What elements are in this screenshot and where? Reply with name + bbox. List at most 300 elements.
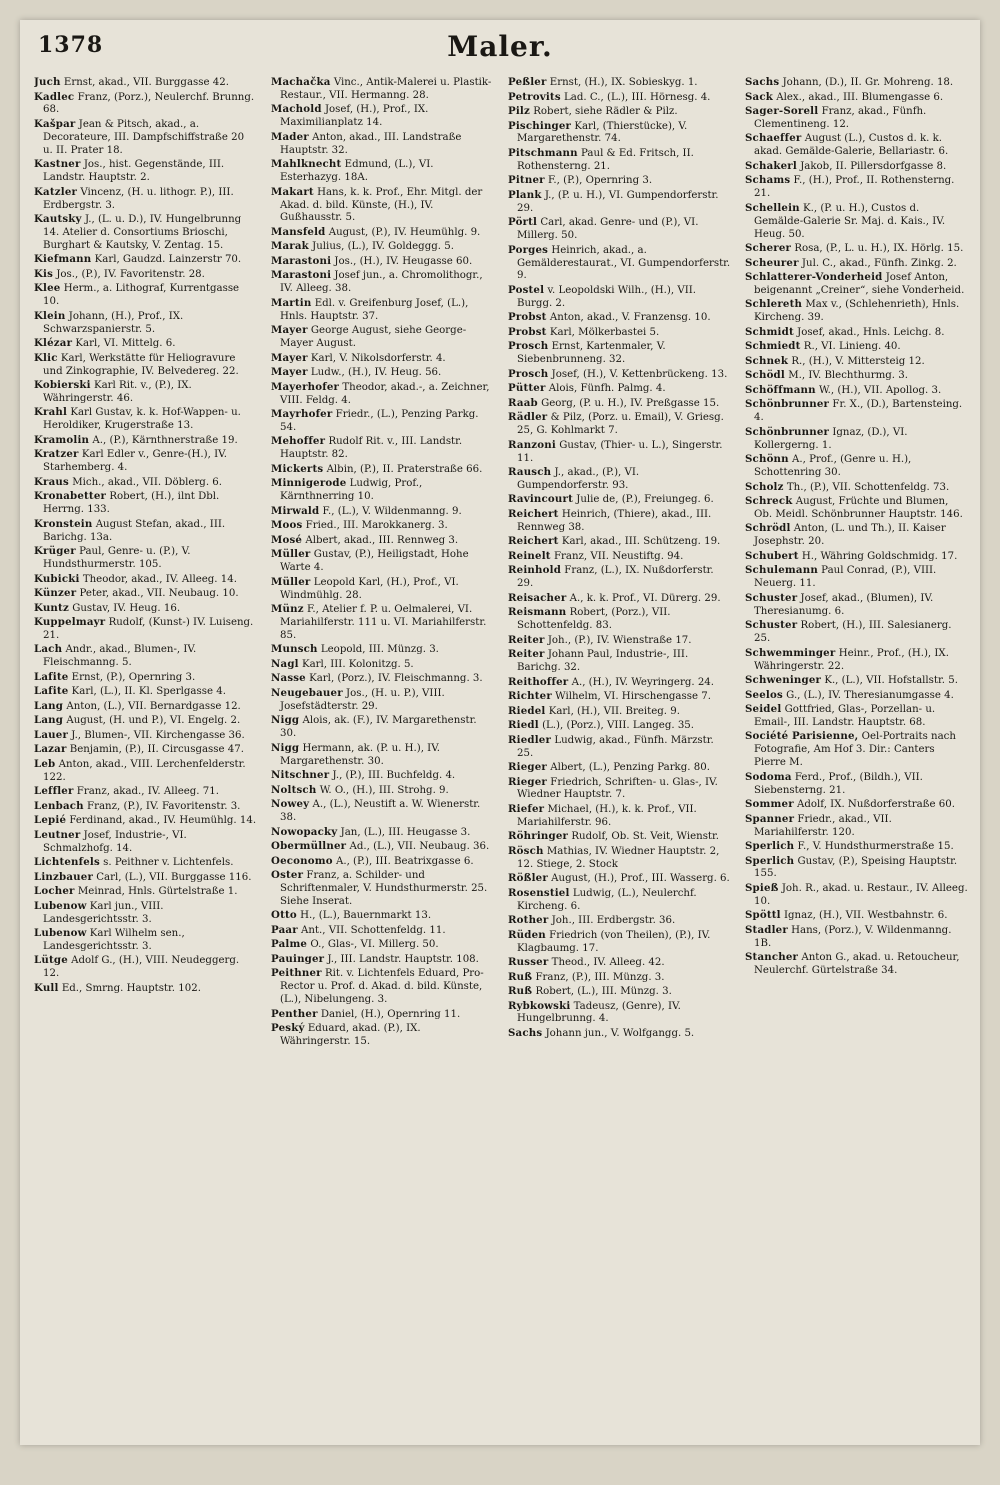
entry-name: Sommer	[745, 798, 794, 811]
entry-details: Karl jun., VIII. Landesgerichtsstr. 3.	[43, 900, 164, 925]
directory-entry	[745, 840, 968, 854]
directory-entry	[271, 435, 494, 462]
directory-entry	[271, 967, 494, 1007]
entry-name: Reiter	[508, 648, 545, 661]
directory-entry	[508, 648, 731, 675]
directory-entry	[508, 189, 731, 216]
directory-entry	[508, 956, 731, 970]
entry-name: Oster	[271, 869, 304, 882]
entry-name: Schubert	[745, 549, 799, 562]
entry-name: Ranzoni	[508, 438, 556, 451]
entry-name: Kratzer	[34, 448, 79, 461]
directory-entry	[745, 730, 968, 770]
entry-details: Anton G., akad. u. Retoucheur, Neulerchf. Gürtelstraße 34.	[754, 952, 960, 977]
entry-name: Schams	[745, 174, 791, 187]
entry-name: Seelos	[745, 688, 783, 701]
entry-details: J., (P.), III. Buchfeldg. 4.	[332, 770, 456, 782]
entry-details: Michael, (H.), k. k. Prof., VII. Mariahilferstr. 96.	[517, 803, 697, 828]
directory-entry	[271, 463, 494, 477]
entry-details: Karl, VI. Mittelg. 6.	[75, 338, 176, 350]
entry-name: Pörtl	[508, 216, 538, 229]
entry-details: Hans, k. k. Prof., Ehr. Mitgl. der Akad. d. bild. Künste, (H.), IV. Gußhausstr. 5.	[280, 186, 483, 224]
entry-name: Nowopacky	[271, 825, 338, 838]
directory-entry	[508, 845, 731, 872]
entry-details: Franz, a. Schilder- und Schriftenmaler, V. Hundsthurmerstr. 25. Siehe Inserat.	[280, 870, 488, 907]
entry-details: Anton, akad., V. Franzensg. 10.	[549, 312, 711, 324]
directory-entry	[34, 434, 257, 448]
entry-details: Karl, Werkstätte für Heliogravure und Zinkographie, IV. Belvedereg. 22.	[43, 352, 239, 377]
directory-entry	[271, 658, 494, 672]
directory-entry	[508, 719, 731, 733]
entry-details: Josef, Industrie-, VI. Schmalzhofg. 14.	[43, 829, 187, 854]
entry-name: Minnigerode	[271, 477, 347, 490]
directory-entry	[745, 882, 968, 909]
directory-entry	[271, 505, 494, 519]
directory-entry	[271, 76, 494, 103]
directory-entry	[508, 985, 731, 999]
entry-name: Katzler	[34, 185, 78, 198]
entry-details: O., Glas-, VI. Millerg. 50.	[310, 939, 439, 951]
page-title: Maler.	[447, 30, 553, 63]
entry-name: Prosch	[508, 367, 549, 380]
entry-name: Lenbach	[34, 799, 84, 812]
entry-details: August, (H.), Prof., III. Wasserg. 6.	[551, 873, 730, 885]
directory-entry	[745, 592, 968, 619]
entry-details: Peter, akad., VII. Neubaug. 10.	[79, 588, 239, 599]
entry-name: Rosenstiel	[508, 886, 570, 899]
entries-columns	[34, 76, 968, 1435]
directory-entry	[34, 602, 257, 616]
entry-name: Pauinger	[271, 952, 325, 965]
entry-name: Mayer	[271, 351, 308, 364]
entry-name: Sperlich	[745, 840, 795, 853]
entry-name: Rausch	[508, 466, 552, 479]
entry-details: Jos., (H.), IV. Heugasse 60.	[334, 255, 473, 267]
entry-name: Schakerl	[745, 159, 797, 172]
directory-entry	[745, 522, 968, 549]
entry-name: Kramolin	[34, 433, 90, 446]
entry-name: Lütge	[34, 954, 68, 967]
entry-name: Lubenow	[34, 927, 87, 940]
entry-name: Lafite	[34, 670, 69, 683]
directory-entry	[508, 216, 731, 243]
directory-entry	[271, 366, 494, 380]
directory-entry	[34, 76, 257, 90]
directory-entry	[508, 734, 731, 761]
column-3	[508, 76, 731, 1435]
entry-name: Schönn	[745, 453, 789, 466]
entry-name: Rädler	[508, 411, 548, 424]
entry-details: Vinc., Antik-Malerei u. Plastik-Restaur., VII. Hermanng. 28.	[280, 77, 492, 101]
entry-name: Schnek	[745, 354, 789, 367]
directory-entry	[508, 493, 731, 507]
entry-details: Herm., a. Lithograf, Kurrentgasse 10.	[43, 283, 240, 308]
entry-name: Pilz	[508, 105, 530, 117]
entry-details: Alois, ak. (F.), IV. Margarethenstr. 30.	[280, 715, 477, 740]
directory-entry	[745, 326, 968, 340]
entry-details: A., k. k. Prof., VI. Dürerg. 29.	[569, 592, 721, 604]
directory-entry	[34, 282, 257, 309]
directory-entry	[271, 953, 494, 967]
entry-name: Locher	[34, 885, 75, 898]
entry-name: Schellein	[745, 201, 800, 214]
entry-name: Klic	[34, 351, 58, 364]
directory-entry	[271, 131, 494, 158]
entry-details: Jos., (P.), IV. Favoritenstr. 28.	[56, 268, 205, 280]
entry-details: August Stefan, akad., III. Barichg. 13a.	[43, 518, 226, 543]
entry-name: Schuster	[745, 619, 798, 632]
entry-name: Kronabetter	[34, 490, 107, 503]
column-2	[271, 76, 494, 1435]
entry-name: Kuntz	[34, 601, 69, 614]
entry-name: Rösch	[508, 844, 544, 857]
entry-name: Nitschner	[271, 769, 330, 782]
entry-details: Gustav, (P.), Heiligstadt, Hohe Warte 4.	[280, 549, 469, 574]
directory-entry	[508, 147, 731, 174]
entry-name: Obermüllner	[271, 840, 347, 853]
entry-details: Theodor, akad., IV. Alleeg. 14.	[82, 573, 237, 585]
directory-entry	[508, 592, 731, 606]
directory-entry	[34, 758, 257, 785]
directory-entry	[34, 268, 257, 282]
directory-entry	[745, 550, 968, 564]
entry-name: Neugebauer	[271, 686, 343, 699]
directory-entry	[34, 352, 257, 379]
directory-entry	[34, 158, 257, 185]
entry-name: Lang	[34, 699, 64, 712]
entry-name: Schrödl	[745, 522, 791, 535]
entry-details: Karl Rit. v., (P.), IX. Währingerstr. 46.	[43, 380, 192, 404]
directory-entry	[271, 1008, 494, 1022]
entry-details: Theod., IV. Alleeg. 42.	[551, 957, 665, 969]
directory-entry	[271, 1022, 494, 1049]
entry-name: Schmidt	[745, 325, 794, 338]
entry-details: Robert, (H.), III. Salesianerg. 25.	[754, 620, 952, 645]
entry-details: Karl, (Porz.), IV. Fleischmanng. 3.	[309, 673, 483, 685]
entry-name: Schulemann	[745, 564, 818, 577]
entry-details: Joh. R., akad. u. Restaur., IV. Alleeg. 10.	[754, 882, 968, 907]
entry-name: Moos	[271, 519, 303, 532]
entry-details: H., Währing Goldschmidg. 17.	[801, 550, 958, 562]
entry-name: Noltsch	[271, 783, 317, 796]
directory-entry	[745, 855, 968, 882]
directory-entry	[745, 384, 968, 398]
entry-details: Karl Gustav, k. k. Hof-Wappen- u. Heroldiker, Krugerstraße 13.	[43, 407, 241, 432]
entry-details: Rudolf, (Kunst-) IV. Luiseng. 21.	[43, 617, 254, 641]
entry-details: Ignaz, (H.), VII. Westbahnstr. 6.	[784, 910, 948, 922]
entry-details: Carl, akad. Genre- und (P.), VI. Millerg. 50.	[517, 217, 699, 242]
directory-entry	[271, 240, 494, 254]
entry-details: Josef, (H.), V. Kettenbrückeng. 13.	[551, 368, 728, 380]
entry-details: Albin, (P.), II. Praterstraße 66.	[326, 463, 483, 475]
entry-details: Heinrich, akad., a. Gemälderestaurat., VI. Gumpendorferstr. 9.	[517, 244, 731, 282]
entry-name: Plank	[508, 188, 542, 201]
directory-entry	[271, 381, 494, 408]
entry-details: Meinrad, Hnls. Gürtelstraße 1.	[77, 886, 238, 898]
entry-name: Kubicki	[34, 572, 80, 585]
entry-details: George August, siehe George-Mayer August.	[280, 325, 467, 350]
directory-entry	[508, 676, 731, 690]
directory-entry	[508, 311, 731, 325]
entry-details: Anton, (L.), VII. Bernardgasse 12.	[66, 700, 241, 712]
entry-name: Probst	[508, 325, 547, 338]
entry-name: Krahl	[34, 406, 68, 419]
entry-details: Franz, VII. Neustiftg. 94.	[553, 550, 684, 562]
directory-entry	[271, 924, 494, 938]
entry-name: Lepié	[34, 814, 67, 827]
entry-name: Nagl	[271, 657, 299, 670]
entry-details: Benjamin, (P.), II. Circusgasse 47.	[69, 744, 244, 756]
entry-name: Kull	[34, 981, 59, 994]
entry-details: Ernst, (H.), IX. Sobieskyg. 1.	[549, 77, 698, 88]
entry-name: Müller	[271, 548, 311, 561]
directory-entry	[508, 411, 731, 438]
entry-details: v. Leopoldski Wilh., (H.), VII. Burgg. 2.	[517, 284, 696, 309]
entry-name: Nigg	[271, 741, 300, 754]
entry-name: Sachs	[508, 1026, 543, 1039]
directory-entry	[508, 91, 731, 105]
entry-name: Kašpar	[34, 117, 76, 130]
entry-details: Hermann, ak. (P. u. H.), IV. Margarethenstr. 30.	[280, 742, 441, 767]
directory-entry	[271, 672, 494, 686]
directory-entry	[271, 687, 494, 714]
directory-entry	[271, 909, 494, 923]
entry-details: Vincenz, (H. u. lithogr. P.), III. Erdbergstr. 3.	[43, 186, 234, 211]
entry-details: Oel-Portraits nach Fotografie, Am Hof 3. Dir.: Canters Pierre M.	[754, 731, 956, 769]
entry-details: Jakob, II. Pillersdorfgasse 8.	[800, 160, 947, 172]
directory-entry	[508, 244, 731, 284]
entry-name: Reichert	[508, 535, 559, 548]
entry-details: Karl, Mölkerbastei 5.	[549, 326, 660, 338]
entry-details: Robert, (L.), III. Münzg. 3.	[535, 986, 672, 998]
directory-entry	[271, 714, 494, 741]
entry-name: Lauer	[34, 728, 69, 741]
entry-details: Albert, (L.), Penzing Parkg. 80.	[550, 762, 710, 773]
entry-details: Franz, (P.), III. Münzg. 3.	[535, 971, 665, 983]
entry-name: Mahlknecht	[271, 158, 342, 171]
directory-entry	[508, 914, 731, 928]
entry-details: Friedr., akad., VII. Mariahilferstr. 120.	[754, 813, 892, 838]
entry-details: Edl. v. Greifenburg Josef, (L.), Hnls. Hauptstr. 37.	[280, 297, 469, 322]
entry-details: August, Früchte und Blumen, Ob. Meidl. Schönbrunner Hauptstr. 146.	[754, 496, 963, 520]
entry-details: Ant., VII. Schottenfeldg. 11.	[301, 924, 446, 936]
entry-details: Karl, V. Nikolsdorferstr. 4.	[310, 352, 446, 364]
entry-details: Friedr., (L.), Penzing Parkg. 54.	[280, 409, 479, 433]
entry-details: R., VI. Linieng. 40.	[803, 341, 901, 353]
directory-entry	[508, 120, 731, 147]
directory-entry	[508, 550, 731, 564]
entry-details: Jos., hist. Gegenstände, III. Landstr. Hauptstr. 2.	[43, 159, 225, 184]
directory-entry	[271, 477, 494, 504]
entry-details: Albert, akad., III. Rennweg 3.	[305, 534, 459, 546]
entry-details: Franz, (L.), IX. Nußdorferstr. 29.	[517, 565, 714, 590]
directory-entry	[34, 253, 257, 267]
entry-name: Reisacher	[508, 591, 567, 604]
entry-name: Paar	[271, 923, 298, 936]
entry-details: Jean & Pitsch, akad., a. Decorateure, III. Dampfschiffstraße 20 u. II. Prater 18.	[43, 118, 245, 156]
entry-name: Leb	[34, 757, 56, 770]
entry-name: Stadler	[745, 923, 788, 936]
entry-name: Peithner	[271, 967, 322, 980]
entry-name: Palme	[271, 938, 308, 951]
entry-details: Adolf G., (H.), VIII. Neudeggerg. 12.	[43, 955, 240, 980]
directory-entry	[745, 242, 968, 256]
entry-name: Riedel	[508, 704, 546, 717]
entry-name: Schreck	[745, 495, 793, 508]
directory-entry	[271, 548, 494, 575]
entry-name: Klézar	[34, 337, 73, 350]
entry-name: Penther	[271, 1007, 318, 1020]
entry-details: J., (P. u. H.), VI. Gumpendorferstr. 29.	[517, 189, 719, 214]
entry-details: Fried., III. Marokkanerg. 3.	[305, 520, 448, 532]
directory-entry	[745, 340, 968, 354]
entry-details: F., (L.), V. Wildenmanng. 9.	[322, 505, 462, 517]
entry-details: Ferdinand, akad., IV. Heumühlg. 14.	[69, 815, 257, 827]
entry-details: Wilhelm, VI. Hirschengasse 7.	[555, 691, 711, 703]
entry-name: Marastoni	[271, 254, 332, 267]
entry-name: Schlatterer-Vonderheid	[745, 271, 883, 284]
entry-details: Ferd., Prof., (Bildh.), VII. Siebensterng. 21.	[754, 771, 923, 796]
directory-entry	[271, 798, 494, 825]
directory-entry	[34, 91, 257, 118]
entry-details: F., Atelier f. P. u. Oelmalerei, VI. Mariahilferstr. 111 u. VI. Mariahilferstr. 85.	[280, 604, 487, 641]
directory-entry	[34, 714, 257, 728]
entry-name: Société Parisienne,	[745, 730, 859, 743]
directory-entry	[508, 105, 731, 119]
entry-name: Nowey	[271, 798, 310, 811]
directory-entry	[271, 324, 494, 351]
entry-name: Lubenow	[34, 899, 87, 912]
directory-entry	[34, 616, 257, 643]
entry-name: Pitschmann	[508, 146, 578, 159]
entry-details: Julius, (L.), IV. Goldeggg. 5.	[312, 241, 454, 253]
directory-entry	[745, 369, 968, 383]
entry-details: Johann Paul, Industrie-, III. Barichg. 32.	[517, 649, 689, 674]
directory-entry	[745, 813, 968, 840]
entry-details: A., Prof., (Genre u. H.), Schottenring 30.	[754, 454, 912, 479]
entry-details: Johann jun., V. Wolfgangg. 5.	[545, 1027, 695, 1039]
directory-entry	[34, 700, 257, 714]
directory-entry	[34, 186, 257, 213]
entry-name: Marak	[271, 240, 309, 253]
entry-details: & Pilz, (Porz. u. Email), V. Griesg. 25, G. Kohlmarkt 7.	[517, 412, 724, 437]
entry-name: Spöttl	[745, 909, 781, 922]
entry-name: Reinhold	[508, 564, 562, 577]
entry-name: Kadlec	[34, 90, 75, 103]
directory-entry	[745, 909, 968, 923]
entry-name: Rößler	[508, 872, 548, 885]
entry-details: Paul, Genre- u. (P.), V. Hundsthurmerstr. 105.	[43, 546, 191, 570]
directory-entry	[508, 634, 731, 648]
entry-name: Kastner	[34, 158, 81, 171]
entry-name: Makart	[271, 185, 314, 198]
entry-details: (L.), (Porz.), VIII. Langeg. 35.	[542, 720, 695, 732]
entry-name: Kis	[34, 267, 54, 280]
entry-name: Stancher	[745, 951, 799, 964]
directory-entry	[508, 971, 731, 985]
directory-entry	[271, 855, 494, 869]
directory-entry	[745, 481, 968, 495]
entry-details: G., (L.), IV. Theresianumgasse 4.	[786, 689, 954, 701]
directory-entry	[745, 174, 968, 201]
directory-entry	[271, 769, 494, 783]
entry-name: Mader	[271, 130, 309, 143]
directory-entry	[745, 798, 968, 812]
directory-entry	[271, 576, 494, 603]
entry-name: Klein	[34, 309, 66, 322]
directory-entry	[34, 545, 257, 572]
entry-name: Scholz	[745, 480, 784, 493]
directory-entry	[271, 352, 494, 366]
directory-entry	[745, 703, 968, 730]
entry-details: Robert, (H.), ilnt Dbl. Herrng. 133.	[43, 491, 220, 516]
entry-details: Anton, akad., III. Landstraße Hauptstr. 32.	[280, 131, 462, 156]
directory-entry	[271, 784, 494, 798]
entry-name: Spieß	[745, 881, 779, 894]
directory-entry	[34, 900, 257, 927]
directory-entry	[745, 105, 968, 132]
entry-details: Edmund, (L.), VI. Esterhazyg. 18A.	[280, 159, 434, 184]
directory-entry	[34, 379, 257, 406]
directory-entry	[34, 448, 257, 475]
entry-details: J., III. Landstr. Hauptstr. 108.	[327, 953, 479, 965]
entry-name: Nigg	[271, 714, 300, 727]
directory-entry	[745, 298, 968, 325]
entry-details: Julie de, (P.), Freiungeg. 6.	[576, 494, 714, 506]
entry-name: Schönbrunner	[745, 425, 830, 438]
entry-name: Lang	[34, 714, 64, 727]
entry-details: Robert, (Porz.), VII. Schottenfeldg. 83.	[517, 607, 671, 632]
entry-name: Müller	[271, 575, 311, 588]
directory-entry	[745, 398, 968, 425]
entry-details: August, (P.), IV. Heumühlg. 9.	[328, 226, 481, 238]
entry-details: Alex., akad., III. Blumengasse 6.	[776, 91, 944, 103]
entry-details: Franz, akad., Fünfh. Clementineng. 12.	[754, 106, 927, 130]
directory-entry	[508, 439, 731, 466]
entry-details: F., (H.), Prof., II. Rothensterng. 21.	[754, 175, 955, 200]
directory-entry	[271, 742, 494, 769]
entry-name: Sodoma	[745, 770, 792, 783]
entry-name: Lafite	[34, 685, 69, 698]
entry-name: Mayerhofer	[271, 380, 340, 393]
directory-entry	[745, 426, 968, 453]
entry-details: Joh., III. Erdbergstr. 36.	[551, 915, 676, 927]
entry-details: M., IV. Blechthurmg. 3.	[788, 370, 908, 382]
directory-entry	[745, 132, 968, 159]
entry-name: Richter	[508, 690, 552, 703]
entry-details: Ludwig, akad., Fünfh. Märzstr. 25.	[517, 734, 714, 759]
directory-entry	[745, 271, 968, 298]
entry-name: Rüden	[508, 928, 546, 941]
entry-details: A., (P.), Kärnthnerstraße 19.	[92, 434, 238, 446]
entry-details: A., (L.), Neustift a. W. Wienerstr. 38.	[280, 799, 481, 824]
entry-details: W. O., (H.), III. Strohg. 9.	[319, 784, 449, 796]
entry-name: Juch	[34, 76, 61, 88]
directory-entry	[508, 508, 731, 535]
directory-entry	[508, 535, 731, 549]
entry-details: A., (P.), III. Beatrixgasse 6.	[335, 855, 474, 867]
entry-name: Klee	[34, 282, 61, 295]
entry-details: Anton, akad., VIII. Lerchenfelderstr. 122.	[43, 758, 246, 783]
entry-name: Mickerts	[271, 462, 324, 475]
entry-name: Reiter	[508, 633, 545, 646]
directory-entry	[34, 118, 257, 158]
entry-details: Joh., (P.), IV. Wienstraße 17.	[547, 634, 692, 646]
entry-name: Prosch	[508, 340, 549, 353]
entry-details: Karl, akad., III. Schützeng. 19.	[561, 536, 721, 548]
directory-entry	[271, 826, 494, 840]
entry-name: Reismann	[508, 606, 567, 619]
